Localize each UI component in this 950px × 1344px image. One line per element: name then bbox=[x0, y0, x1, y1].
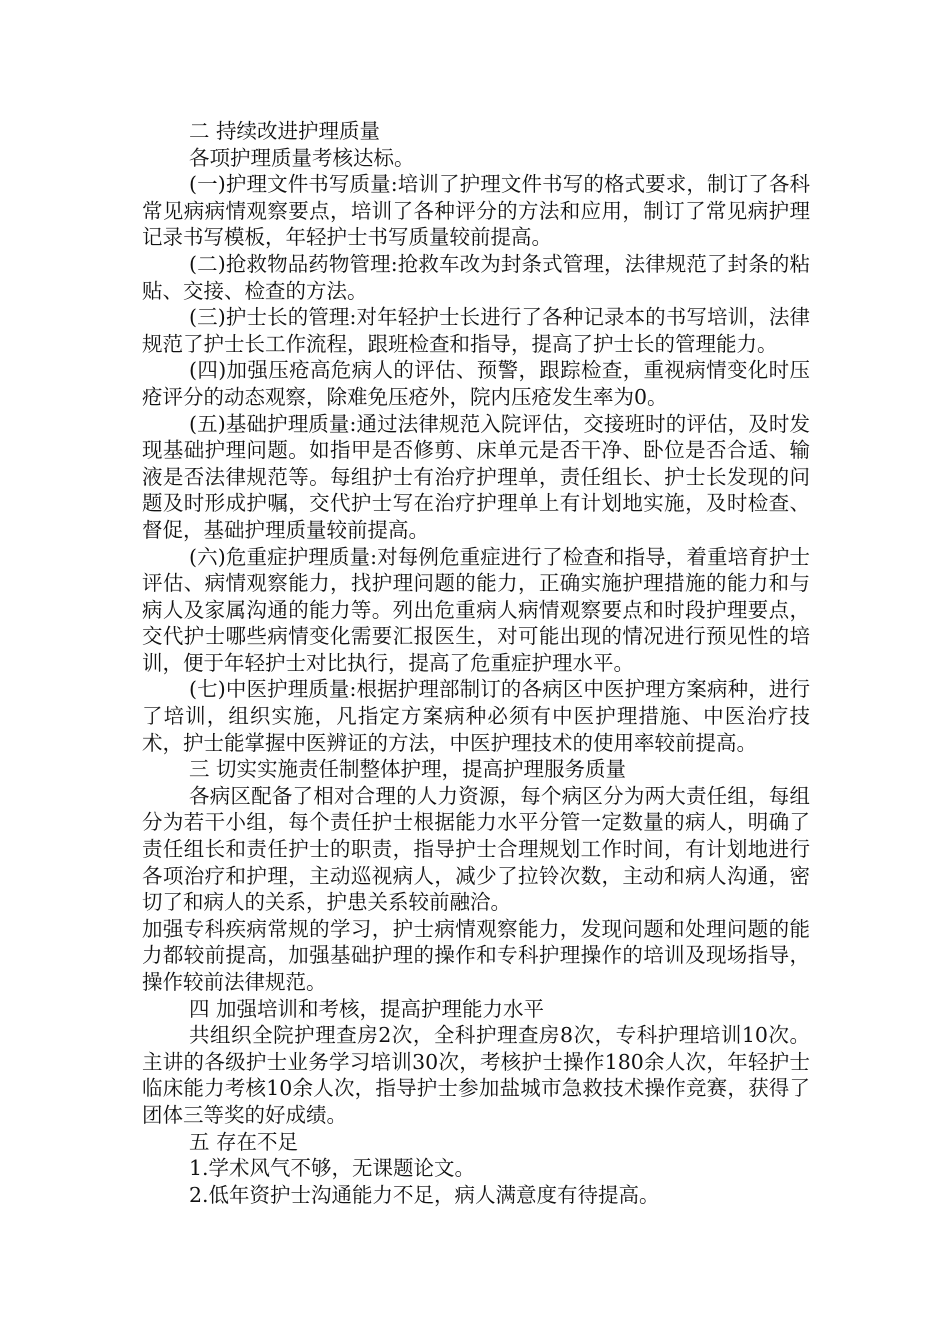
list-item: 2.低年资护士沟通能力不足，病人满意度有待提高。 bbox=[189, 1182, 660, 1207]
document-body bbox=[142, 118, 810, 1208]
paragraph: (三)护士长的管理:对年轻护士长进行了各种记录本的书写培训，法律规范了护士长工作流程，跟班检查和指导，提高了护士长的管理能力。 bbox=[142, 305, 810, 356]
paragraph: 各病区配备了相对合理的人力资源，每个病区分为两大责任组，每组分为若干小组，每个责任护士根据能力水平分管一定数量的病人，明确了责任组长和责任护士的职责，指导护士合理规划工作时间，有计划地进行各项治疗和护理，主动巡视病人，减少了拉铃次数，主动和病人沟通，密切了和病人的关系，护患关系较前融洽。 bbox=[142, 783, 810, 915]
paragraph: 加强专科疾病常规的学习，护士病情观察能力，发现问题和处理问题的能力都较前提高，加强基础护理的操作和专科护理操作的培训及现场指导，操作较前法律规范。 bbox=[142, 916, 810, 994]
paragraph: (五)基础护理质量:通过法律规范入院评估，交接班时的评估，及时发现基础护理问题。如指甲是否修剪、床单元是否干净、卧位是否合适、输液是否法律规范等。每组护士有治疗护理单，责任组长、护士长发现的问题及时形成护嘱，交代护士写在治疗护理单上有计划地实施，及时检查、督促，基础护理质量较前提高。 bbox=[142, 411, 810, 542]
paragraph: (二)抢救物品药物管理:抢救车改为封条式管理，法律规范了封条的粘贴、交接、检查的方法。 bbox=[142, 251, 810, 303]
paragraph: (六)危重症护理质量:对每例危重症进行了检查和指导，着重培育护士评估、病情观察能力，找护理问题的能力，正确实施护理措施的能力和与病人及家属沟通的能力等。列出危重病人病情观察要点和时段护理要点，交代护士哪些病情变化需要汇报医生，对可能出现的情况进行预见性的培训，便于年轻护士对比执行，提高了危重症护理水平。 bbox=[142, 544, 810, 675]
section-heading-5: 五 存在不足 bbox=[189, 1129, 299, 1154]
paragraph: (七)中医护理质量:根据护理部制订的各病区中医护理方案病种，进行了培训，组织实施，凡指定方案病种必须有中医护理措施、中医治疗技术，护士能掌握中医辨证的方法，中医护理技术的使用率较前提高。 bbox=[142, 677, 810, 755]
paragraph: 各项护理质量考核达标。 bbox=[189, 145, 415, 170]
section-heading-4: 四 加强培训和考核，提高护理能力水平 bbox=[189, 996, 545, 1021]
section-heading-2: 二 持续改进护理质量 bbox=[189, 119, 381, 143]
paragraph: 共组织全院护理查房2次，全科护理查房8次，专科护理培训10次。主讲的各级护士业务学习培训30次，考核护士操作180余人次，年轻护士临床能力考核10余人次，指导护士参加盐城市急救技术操作竞赛，获得了团体三等奖的好成绩。 bbox=[142, 1023, 810, 1127]
paragraph: (一)护理文件书写质量:培训了护理文件书写的格式要求，制订了各科常见病病情观察要点，培训了各种评分的方法和应用，制订了常见病护理记录书写模板，年轻护士书写质量较前提高。 bbox=[142, 172, 810, 250]
paragraph: (四)加强压疮高危病人的评估、预警，跟踪检查，重视病情变化时压疮评分的动态观察，除难免压疮外，院内压疮发生率为0。 bbox=[142, 358, 810, 409]
list-item: 1.学术风气不够，无课题论文。 bbox=[189, 1156, 476, 1181]
section-heading-3: 三 切实实施责任制整体护理，提高护理服务质量 bbox=[189, 757, 627, 782]
